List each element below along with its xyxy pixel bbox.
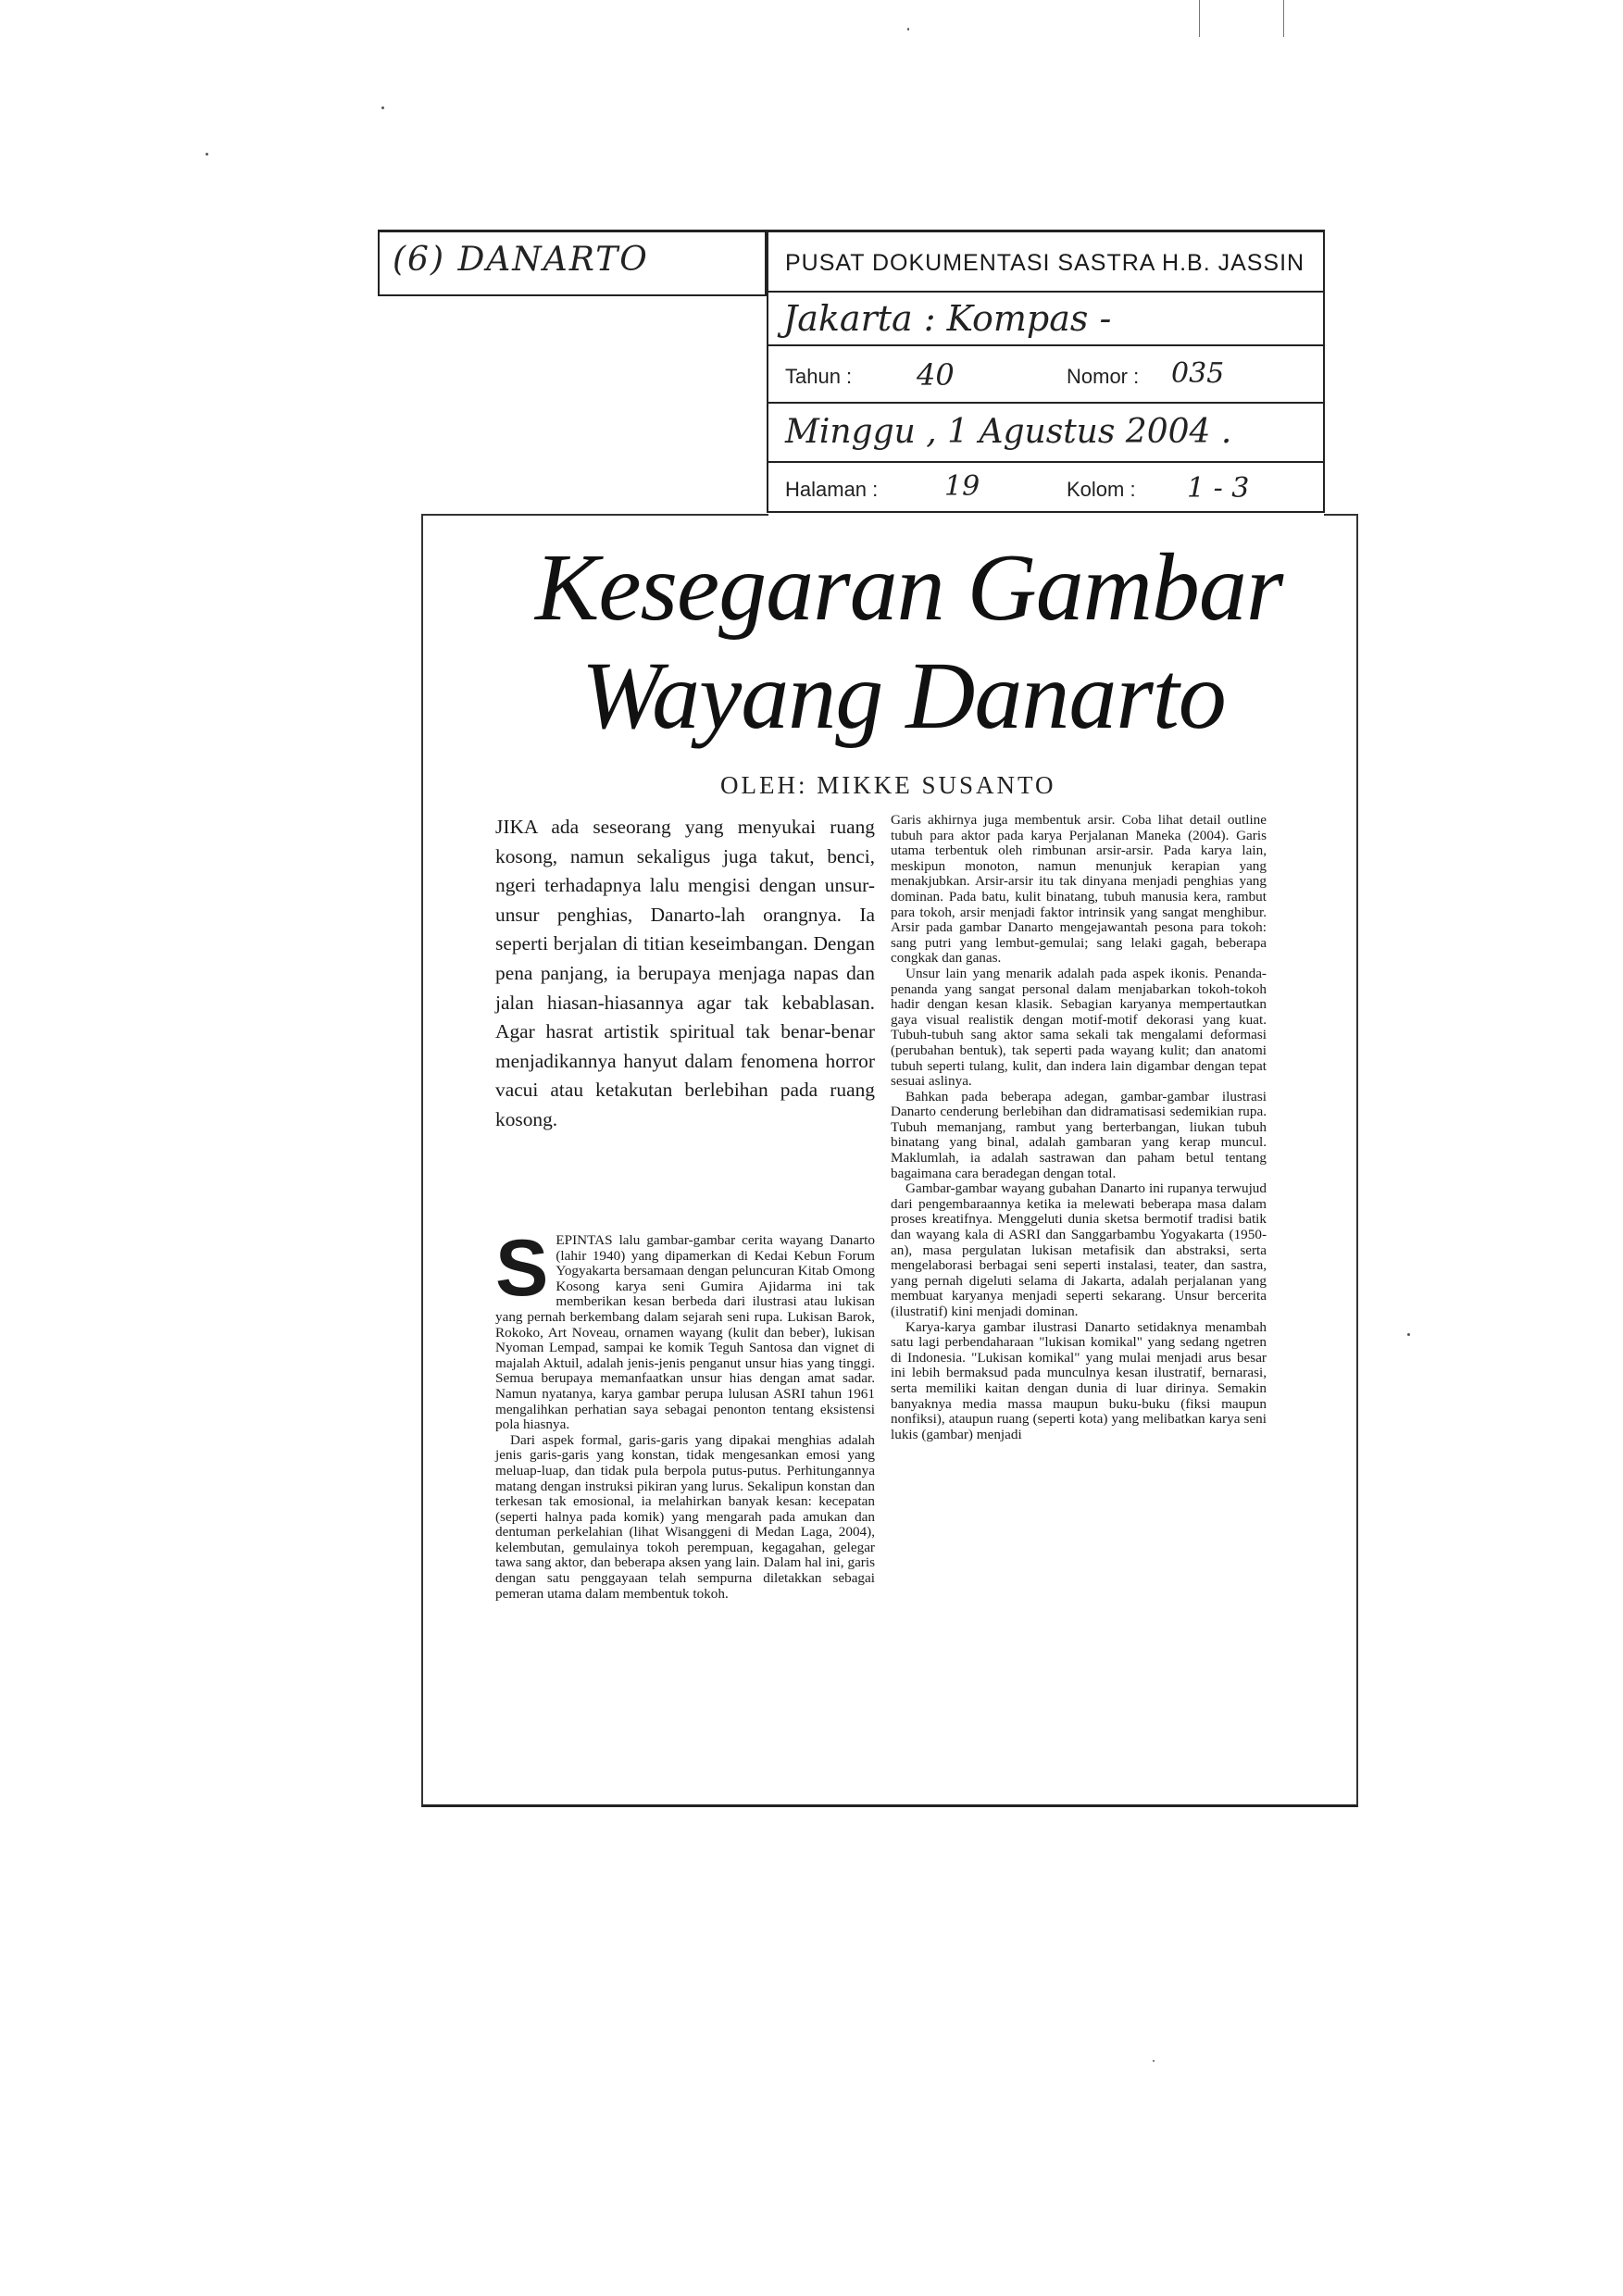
scan-speck [1153, 2060, 1155, 2062]
article-byline: OLEH: MIKKE SUSANTO [720, 771, 1056, 799]
nomor-value: 035 [1171, 357, 1225, 390]
nomor-label: Nomor : [1067, 365, 1140, 388]
frame-top-rule-right [1324, 514, 1358, 516]
body-paragraph: Unsur lain yang menarik adalah pada aspek ikonis. Penanda-penanda yang sangat personal dalam menjabarkan tokoh-tokoh hadir dengan kesan klasik. Sebagian karyanya mempertautkan gaya visual realistik dengan motif-motif dekorasi yang kuat. Tubuh-tubuh sang aktor sama sekali tak mengalami deformasi (perubahan bentuk), tak seperti pada wayang kulit; dan anatomi tubuh seperti tulang, kulit, dan indera lain digambar dengan tepat sesuai aslinya. [891, 965, 1267, 1090]
header-right-block [767, 231, 1325, 513]
article-lead-paragraph: JIKA ada seseorang yang menyukai ruang kosong, namun sekaligus juga takut, benci, ngeri terhadapnya lalu mengisi dengan unsur-unsur penghias, Danarto-lah orangnya. Ia seperti berjalan di titian keseimbangan. Dengan pena panjang, ia berupaya menjaga napas dan jalan hiasan-hiasannya agar tak kebablasan. Agar hasrat artistik spiritual tak benar-benar menjadikannya hanyut dalam fenomena horror vacui atau ketakutan berlebihan pada ruang kosong. [495, 816, 875, 1130]
tahun-value: 40 [917, 357, 955, 393]
handwritten-source: Jakarta : Kompas - [783, 298, 1112, 339]
handwritten-date: Minggu , 1 Agustus 2004 . [785, 413, 1232, 451]
body-paragraph: Gambar-gambar wayang gubahan Danarto ini rupanya terwujud dari pengembaraannya ketika ia melewati beberapa masa dalam proses kreatifnya. Menggeluti dunia sketsa bermotif tradisi batik dan wayang kala di ASRI dan Sanggarbambu Yogyakarta (1950-an), masa pergulatan lukisan metafisik dan abstraksi, serta mengelaborasi berbagai seni seperti instalasi, teater, dan sastra, yang pernah digeluti selama di Jakarta, adalah perjalanan yang membuat karyanya menjadi seperti sekarang. Unsur bercerita (ilustratif) kini menjadi dominan. [891, 1180, 1267, 1319]
tahun-label: Tahun : [785, 365, 853, 388]
halaman-label: Halaman : [785, 478, 879, 501]
date-row [768, 404, 1325, 463]
body-paragraph: EPINTAS lalu gambar-gambar cerita wayang Danarto (lahir 1940) yang dipamerkan di Kedai Kebun Forum Yogyakarta bersamaan dengan peluncuran Kitab Omong Kosong karya seni Gumira Ajidarma ini tak memberikan kesan berbeda dari ilustrasi atau lukisan yang pernah berkembang dalam sejarah seni rupa. Lukisan Barok, Rokoko, Art Noveau, ornamen wayang (kulit dan beber), lukisan Nyoman Lempad, sampai ke komik Teguh Santosa dan vignet di majalah Aktuil, adalah jenis-jenis penganut unsur hias yang tinggi. Semua berupaya memanfaatkan unsur hias dengan amat sadar. Namun nyatanya, karya gambar perupa lulusan ASRI tahun 1961 mengalihkan perhatian saya sebagai penonton tentang eksistensi pola hiasnya. [495, 1232, 875, 1433]
header-left-cell [378, 231, 767, 296]
halaman-value: 19 [944, 470, 980, 503]
frame-top-rule-left [421, 514, 768, 516]
kolom-value: 1 - 3 [1187, 472, 1250, 505]
body-paragraph: Karya-karya gambar ilustrasi Danarto setidaknya menambah satu lagi perbendaharaan "lukisan komikal" yang sedang ngetren di Indonesia. "Lukisan komikal" yang mulai menjadi arus besar ini lebih bermaksud pada munculnya kesan ilustratif, bernarasi, serta memiliki kaitan dengan dunia di luar dirinya. Semakin banyaknya media massa maupun buku-buku (fiksi maupun nonfiksi), ataupun ruang (seperti kota) yang melibatkan karya seni lukis (gambar) menjadi [891, 1318, 1267, 1442]
article-title-line-2: Wayang Danarto [581, 643, 1226, 749]
body-paragraph: Garis akhirnya juga membentuk arsir. Coba lihat detail outline tubuh para aktor pada karya Perjalanan Maneka (2004). Garis utama terbentuk oleh rimbunan arsir-arsir. Pada karya lain, meskipun monoton, namun menunjuk kerapian yang menakjubkan. Arsir-arsir itu tak dinyana menjadi penghias yang dominan. Pada batu, kulit binatang, tubuh manusia kera, rambut para tokoh, arsir menjadi faktor intrinsik yang sangat menghibur. Arsir pada gambar Danarto mengejawantah pesona para tokoh: sang putri yang lembut-gemulai; sang lelaki gagah, beberapa congkak dan ganas. [891, 812, 1267, 967]
kolom-label: Kolom : [1067, 478, 1136, 501]
institution-name: PUSAT DOKUMENTASI SASTRA H.B. JASSIN [785, 250, 1305, 276]
article-column-2 [891, 813, 1267, 1442]
scan-tick-marks [1199, 0, 1284, 37]
source-row [768, 293, 1325, 346]
institution-row [768, 231, 1325, 293]
handwritten-subject-note: (6) DANARTO [393, 241, 649, 279]
tahun-nomor-row [768, 346, 1325, 404]
body-paragraph: Bahkan pada beberapa adegan, gambar-gambar ilustrasi Danarto cenderung berlebihan dan didramatisasi sedemikian rupa. Tubuh memanjang, rambut yang berterbangan, liukan tubuh binatang yang binal, adalah gambaran yang kerap muncul. Maklumlah, ia adalah sastrawan dan paham betul tentang bagaimana cara beradegan dengan total. [891, 1088, 1267, 1181]
article-column-1 [495, 1224, 875, 1602]
scan-speck [381, 106, 384, 109]
body-paragraph: Dari aspek formal, garis-garis yang dipakai menghias adalah jenis garis-garis yang konstan, tidak mengesankan emosi yang meluap-luap, dan tidak pula berpola putus-putus. Perhitungannya matang dengan instruksi pikiran yang lurus. Sekalipun konstan dan terkesan tak emosional, ia melahirkan banyak kesan: kecepatan (seperti halnya pada komik) yang mengarah pada amukan dan dentuman perkelahian (lihat Wisanggeni di Medan Laga, 2004), kelembutan, gemulainya tokoh perempuan, kegagahan, gelegar tawa sang aktor, dan beberapa aksen yang lain. Dalam hal ini, garis dengan satu penggayaan telah sempurna diletakkan sebagai pemeran utama dalam membentuk tokoh. [495, 1431, 875, 1602]
scan-speck [907, 28, 909, 31]
halaman-kolom-row [768, 463, 1325, 513]
article-title-line-1: Kesegaran Gambar [535, 534, 1283, 641]
scan-speck [1407, 1333, 1410, 1336]
scan-speck [206, 153, 208, 156]
drop-cap: S [495, 1224, 549, 1313]
